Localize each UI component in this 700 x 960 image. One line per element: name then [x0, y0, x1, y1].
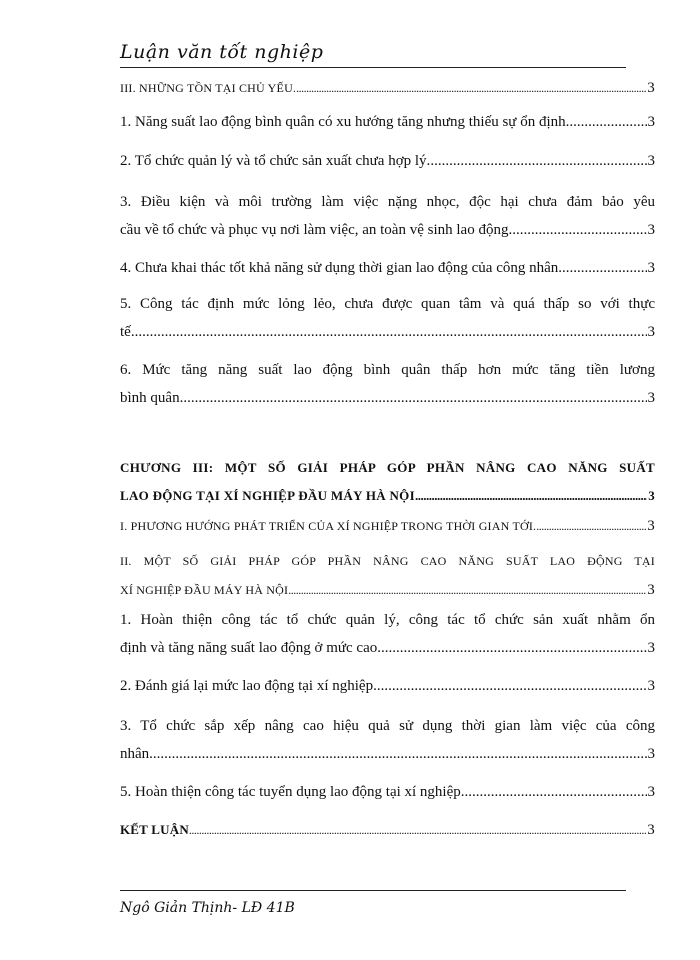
- toc-page-number: 3: [647, 784, 655, 800]
- toc-leader-dots: [183, 390, 646, 407]
- header-title: Luận văn tốt nghiệp: [120, 41, 324, 63]
- toc-entry-text: 6. Mức tăng năng suất lao động bình quân thấp hơn mức tăng tiền lương: [120, 362, 655, 378]
- toc-entry-text: 2. Đánh giá lại mức lao động tại xí nghiệp.: [120, 678, 377, 694]
- toc-entry-ii-1[interactable]: [120, 612, 655, 668]
- toc-entry-text: 3. Tổ chức sắp xếp nâng cao hiệu quả sử dụng thời gian làm việc của công: [120, 718, 655, 734]
- toc-page-number: 3: [647, 260, 655, 276]
- toc-leader-dots: [381, 640, 647, 657]
- toc-leader-dots: [377, 678, 647, 695]
- toc-leader-dots: [465, 784, 647, 801]
- toc-leader-dots: [415, 488, 647, 504]
- toc-page-number: 3: [647, 390, 655, 406]
- page-header: [120, 40, 626, 64]
- toc-entry-ii-3[interactable]: [120, 718, 655, 774]
- toc-leader-dots: [562, 260, 646, 277]
- toc-entry-6[interactable]: [120, 362, 655, 418]
- toc-entry-text: 3. Điều kiện và môi trường làm việc nặng nhọc, độc hại chưa đảm bảo yêu: [120, 194, 655, 210]
- toc-entry-text: XÍ NGHIỆP ĐẦU MÁY HÀ NỘI: [120, 583, 289, 597]
- toc-entry-text: bình quân.: [120, 390, 184, 406]
- toc-page-number: 3: [647, 114, 655, 130]
- toc-page-number: 3: [647, 746, 655, 762]
- toc-entry-5[interactable]: [120, 296, 655, 352]
- toc-page-number: 3: [647, 324, 655, 340]
- toc-entry-text: định và tăng năng suất lao động ở mức cao.: [120, 640, 381, 656]
- toc-page-number: 3: [647, 822, 655, 838]
- toc-page-number: 3: [647, 518, 655, 534]
- toc-page-number: 3: [647, 640, 655, 656]
- toc-entry-text: I. PHƯƠNG HƯỚNG PHÁT TRIỂN CỦA XÍ NGHIỆP TRONG THỜI GIAN TỚI.: [120, 519, 537, 533]
- toc-entry-text: 1. Hoàn thiện công tác tổ chức quản lý, công tác tổ chức sản xuất nhằm ổn: [120, 612, 655, 628]
- toc-leader-dots: [430, 153, 646, 170]
- footer-author: Ngô Giản Thịnh- LĐ 41B: [120, 900, 295, 916]
- toc-entry-chapter-iii[interactable]: [120, 460, 655, 516]
- toc-page-number: 3: [647, 80, 655, 96]
- toc-leader-dots: [135, 324, 647, 341]
- toc-entry-conclusion[interactable]: [120, 822, 655, 850]
- toc-entry-text: CHƯƠNG III: MỘT SỐ GIẢI PHÁP GÓP PHẦN NÂNG CAO NĂNG SUẤT: [120, 460, 655, 475]
- toc-entry-text: LAO ĐỘNG TẠI XÍ NGHIỆP ĐẦU MÁY HÀ NỘI: [120, 488, 415, 503]
- toc-entry-text: 5. Công tác định mức lỏng lẻo, chưa được quan tâm và quá thấp so với thực: [120, 296, 655, 312]
- toc-leader-dots: [153, 746, 647, 763]
- toc-page-number: 3: [647, 678, 655, 694]
- toc-entry-text: III. NHỮNG TỒN TẠI CHỦ YẾU.: [120, 81, 297, 95]
- toc-entry-text: 1. Năng suất lao động bình quân có xu hướng tăng nhưng thiếu sự ổn định.: [120, 114, 570, 130]
- toc-entry-text: tế.: [120, 324, 135, 340]
- toc-entry-section-iii[interactable]: [120, 80, 655, 108]
- toc-entry-ii-2[interactable]: [120, 678, 655, 706]
- toc-page-number: 3: [648, 488, 655, 503]
- toc-leader-dots: [512, 222, 646, 239]
- header-rule: [120, 67, 626, 68]
- toc-entry-text: cầu về tổ chức và phục vụ nơi làm việc, an toàn vệ sinh lao động.: [120, 222, 513, 238]
- toc-entry-text: 5. Hoàn thiện công tác tuyển dụng lao động tại xí nghiệp.: [120, 784, 465, 800]
- toc-page-number: 3: [647, 222, 655, 238]
- toc-page-number: 3: [647, 153, 655, 169]
- toc-leader-dots: [189, 823, 646, 838]
- toc-leader-dots: [569, 114, 646, 131]
- toc-leader-dots: [296, 81, 646, 96]
- toc-entry-text: 4. Chưa khai thác tốt khả năng sử dụng thời gian lao động của công nhân.: [120, 260, 563, 276]
- toc-entry-3[interactable]: [120, 194, 655, 250]
- toc-entry-text: nhân.: [120, 746, 153, 762]
- toc-entry-text: 2. Tổ chức quản lý và tổ chức sản xuất chưa hợp lý.: [120, 153, 431, 169]
- footer-rule: [120, 890, 626, 891]
- toc-page-number: 3: [647, 582, 655, 598]
- toc-entry-section-ii[interactable]: [120, 554, 655, 610]
- toc-leader-dots: [288, 583, 646, 598]
- toc-entry-text: II. MỘT SỐ GIẢI PHÁP GÓP PHẦN NÂNG CAO NĂNG SUẤT LAO ĐỘNG TẠI: [120, 554, 655, 568]
- toc-entry-section-i[interactable]: [120, 518, 655, 546]
- toc-entry-text: KẾT LUẬN: [120, 822, 189, 837]
- toc-entry-ii-5[interactable]: [120, 784, 655, 812]
- toc-entry-4[interactable]: [120, 260, 655, 288]
- toc-leader-dots: [536, 519, 646, 534]
- toc-entry-2[interactable]: [120, 153, 655, 181]
- toc-entry-1[interactable]: [120, 114, 655, 142]
